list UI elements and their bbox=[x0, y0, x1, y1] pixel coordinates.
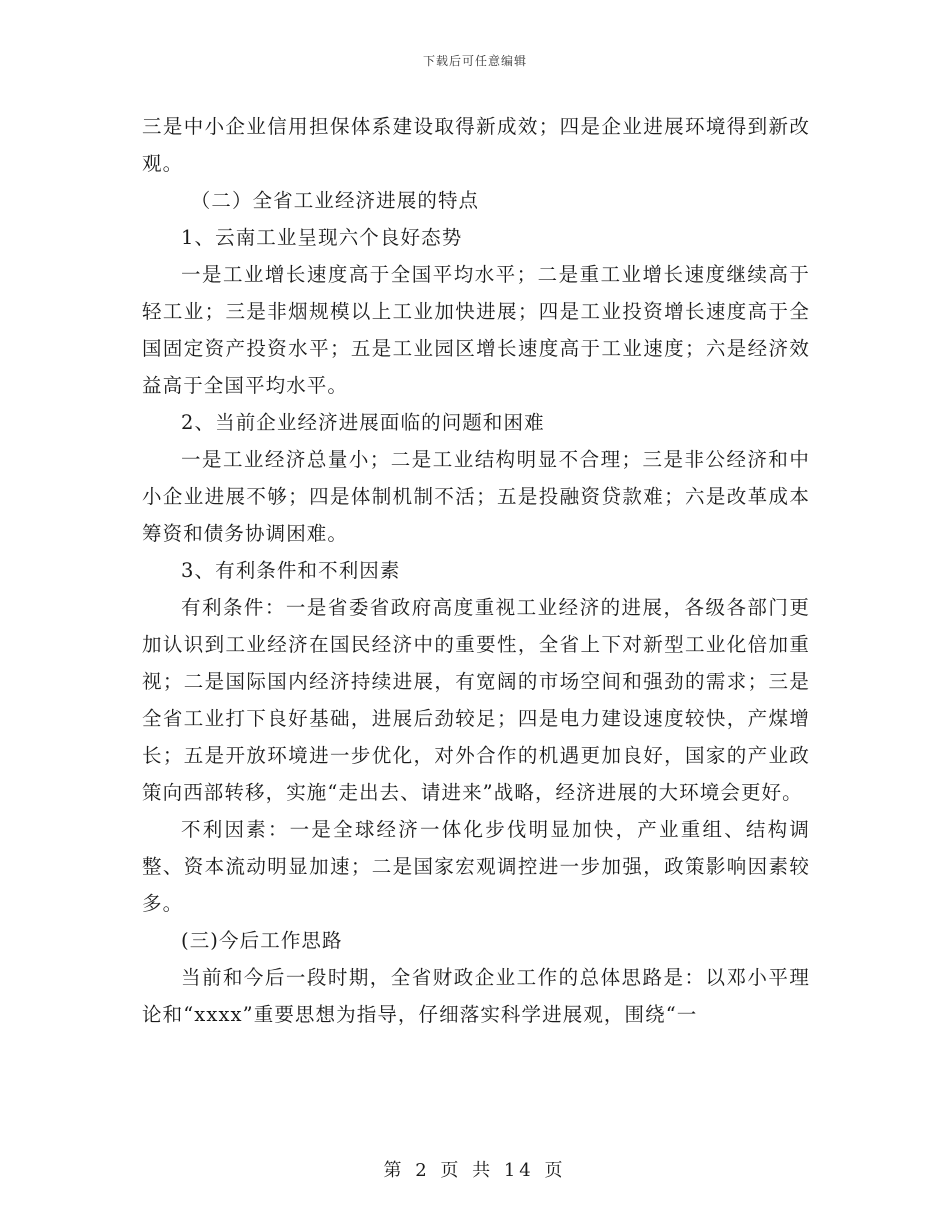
document-body bbox=[142, 108, 810, 1033]
subsection-heading-2: 2、当前企业经济进展面临的问题和困难 bbox=[181, 411, 545, 434]
header-note: 下载后可任意编辑 bbox=[422, 54, 527, 68]
paragraph-trends: 一是工业增长速度高于全国平均水平；二是重工业增长速度继续高于轻工业；三是非烟规模以上工业加快进展；四是工业投资增长速度高于全国固定资产投资水平；五是工业园区增长速度高于工业速度；六是经济效益高于全国平均水平。 bbox=[142, 263, 810, 397]
section-heading-2: （二）全省工业经济进展的特点 bbox=[190, 189, 480, 212]
subsection-heading-1: 1、云南工业呈现六个良好态势 bbox=[181, 226, 463, 249]
page-number: 第 2 页 共 14 页 bbox=[383, 1160, 567, 1181]
paragraph-continuation: 三是中小企业信用担保体系建设取得新成效；四是企业进展环境得到新改观。 bbox=[142, 115, 810, 175]
paragraph-approach: 当前和今后一段时期，全省财政企业工作的总体思路是：以邓小平理论和“xxxx”重要思想为指导，仔细落实科学进展观，围绕“一 bbox=[142, 966, 810, 1026]
paragraph-problems: 一是工业经济总量小；二是工业结构明显不合理；三是非公经济和中小企业进展不够；四是体制机制不活；五是投融资贷款难；六是改革成本筹资和债务协调困难。 bbox=[142, 448, 810, 545]
paragraph-unfavorable: 不利因素：一是全球经济一体化步伐明显加快，产业重组、结构调整、资本流动明显加速；二是国家宏观调控进一步加强，政策影响因素较多。 bbox=[142, 818, 810, 915]
paragraph-favorable: 有利条件：一是省委省政府高度重视工业经济的进展，各级各部门更加认识到工业经济在国民经济中的重要性，全省上下对新型工业化倍加重视；二是国际国内经济持续进展，有宽阔的市场空间和强劲的需求；三是全省工业打下良好基础，进展后劲较足；四是电力建设速度较快，产煤增长；五是开放环境进一步优化，对外合作的机遇更加良好，国家的产业政策向西部转移，实施“走出去、请进来”战略，经济进展的大环境会更好。 bbox=[142, 596, 810, 804]
section-heading-3: (三)今后工作思路 bbox=[181, 929, 343, 952]
subsection-heading-3: 3、有利条件和不利因素 bbox=[181, 559, 401, 582]
